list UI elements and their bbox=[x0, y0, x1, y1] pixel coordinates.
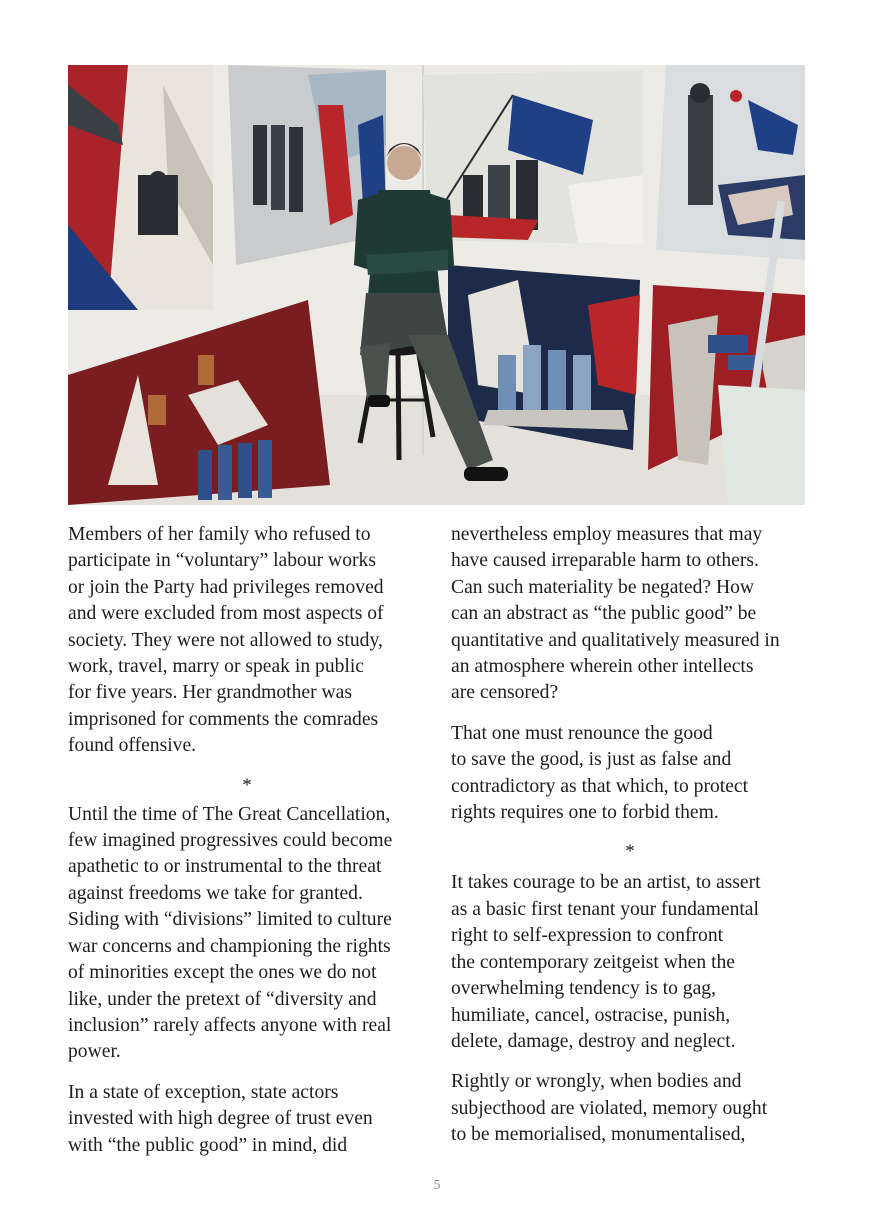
right-paragraph-1 bbox=[451, 522, 809, 707]
right-paragraph-3 bbox=[451, 870, 809, 1055]
text-line: participate in “voluntary” labour works bbox=[68, 550, 376, 572]
section-divider-asterisk: * bbox=[242, 774, 252, 796]
text-line: It takes courage to be an artist, to assert bbox=[451, 872, 761, 894]
text-line: Members of her family who refused to bbox=[68, 524, 371, 545]
text-line: like, under the pretext of “diversity and bbox=[68, 988, 377, 1010]
text-line: for five years. Her grandmother was bbox=[68, 682, 352, 704]
text-line: work, travel, marry or speak in public bbox=[68, 656, 364, 678]
text-line: delete, damage, destroy and neglect. bbox=[451, 1030, 736, 1052]
left-paragraph-2 bbox=[68, 802, 426, 1066]
text-line: In a state of exception, state actors bbox=[68, 1081, 339, 1103]
page-number: 5 bbox=[433, 1178, 441, 1193]
left-paragraph-3 bbox=[68, 1080, 426, 1159]
text-line: can an abstract as “the public good” be bbox=[451, 603, 757, 625]
text-line: to be memorialised, monumentalised, bbox=[451, 1124, 746, 1146]
text-line: society. They were not allowed to study, bbox=[68, 629, 383, 651]
text-line: Siding with “divisions” limited to culture bbox=[68, 909, 392, 931]
text-line: found offensive. bbox=[68, 735, 197, 757]
text-line: and were excluded from most aspects of bbox=[68, 603, 384, 625]
text-line: overwhelming tendency is to gag, bbox=[451, 978, 716, 1000]
text-line: with “the public good” in mind, did bbox=[68, 1134, 348, 1156]
right-column bbox=[451, 522, 809, 1163]
text-line: are censored? bbox=[451, 682, 559, 704]
text-line: against freedoms we take for granted. bbox=[68, 882, 363, 904]
text-line: nevertheless employ measures that may bbox=[451, 524, 763, 545]
text-line: the contemporary zeitgeist when the bbox=[451, 951, 736, 973]
text-line: have caused irreparable harm to others. bbox=[451, 550, 759, 572]
text-line: or join the Party had privileges removed bbox=[68, 576, 384, 598]
text-line: right to self-expression to confront bbox=[451, 925, 724, 947]
text-line: humiliate, cancel, ostracise, punish, bbox=[451, 1004, 731, 1026]
text-line: power. bbox=[68, 1041, 121, 1063]
text-line: invested with high degree of trust even bbox=[68, 1108, 373, 1130]
text-line: an atmosphere wherein other intellects bbox=[451, 656, 754, 678]
text-line: of minorities except the ones we do not bbox=[68, 962, 377, 984]
text-line: contradictory as that which, to protect bbox=[451, 775, 749, 797]
text-line: war concerns and championing the rights bbox=[68, 935, 391, 957]
studio-photo bbox=[68, 65, 805, 505]
left-column bbox=[68, 522, 426, 1173]
text-line: few imagined progressives could become bbox=[68, 830, 393, 852]
painting-top-center bbox=[423, 70, 643, 245]
painting-top-right bbox=[656, 65, 805, 260]
section-divider-asterisk: * bbox=[625, 841, 635, 863]
text-line: That one must renounce the good bbox=[451, 722, 713, 744]
text-line: to save the good, is just as false and bbox=[451, 749, 732, 771]
painting-top-left bbox=[68, 65, 213, 310]
text-line: inclusion” rarely affects anyone with real bbox=[68, 1014, 392, 1036]
text-line: apathetic to or instrumental to the threat bbox=[68, 856, 382, 878]
text-line: Can such materiality be negated? How bbox=[451, 576, 755, 598]
text-line: Rightly or wrongly, when bodies and bbox=[451, 1071, 742, 1093]
text-line: Until the time of The Great Cancellation, bbox=[68, 803, 391, 825]
studio-photo-illustration bbox=[68, 65, 805, 505]
text-line: quantitative and qualitatively measured in bbox=[451, 629, 780, 651]
right-paragraph-2 bbox=[451, 721, 809, 827]
text-line: rights requires one to forbid them. bbox=[451, 802, 719, 824]
text-line: subjecthood are violated, memory ought bbox=[451, 1097, 768, 1119]
text-line: imprisoned for comments the comrades bbox=[68, 708, 379, 730]
right-paragraph-4 bbox=[451, 1069, 809, 1148]
left-paragraph-1 bbox=[68, 522, 426, 760]
text-line: as a basic first tenant your fundamental bbox=[451, 898, 759, 920]
